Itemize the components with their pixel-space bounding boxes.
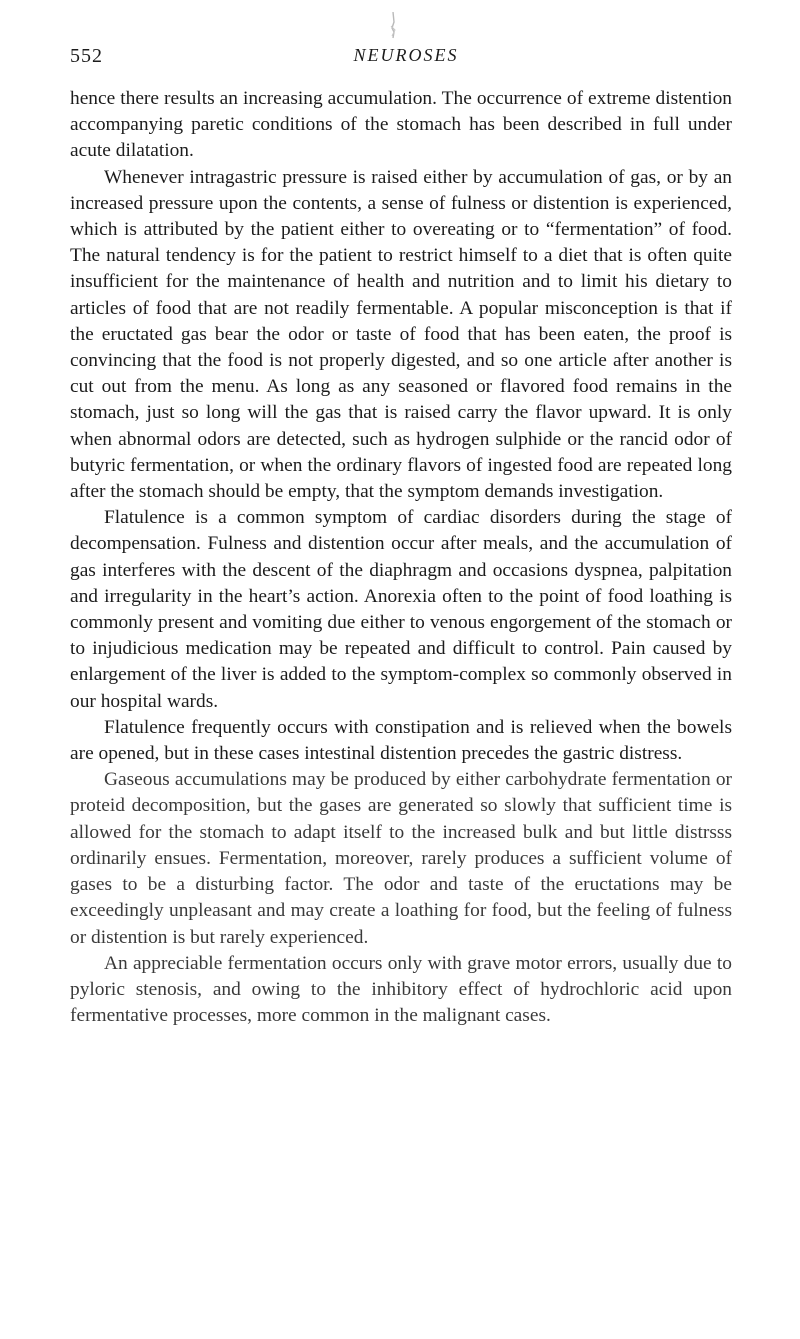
body-text xyxy=(70,86,732,1029)
page-number: 552 xyxy=(70,45,103,67)
paragraph: Whenever intragastric pressure is raised either by accumulation of gas, or by an increased pressure upon the contents, a sense of fulness or distention is experienced, which is attributed by the patient either to overeating or to “fermentation” of food. The natural tendency is for the patient to restrict himself to a diet that is often quite insufficient for the maintenance of health and nutrition and to limit his dietary to articles of food that are not readily fermentable. A popular misconception is that if the eructated gas bear the odor or taste of food that has been eaten, the proof is convincing that the food is not properly digested, and so one article after another is cut out from the menu. As long as any seasoned or flavored food remains in the stomach, just so long will the gas that is raised carry the flavor upward. It is only when abnormal odors are detected, such as hydrogen sulphide or the rancid odor of butyric fermentation, or when the ordinary flavors of ingested food are repeated long after the stomach should be empty, that the symptom demands investigation. xyxy=(70,166,732,503)
paragraph: Flatulence frequently occurs with constipation and is relieved when the bowels are opened, but in these cases intestinal distention precedes the gastric distress. xyxy=(70,716,732,765)
paragraph: hence there results an increasing accumulation. The occurrence of extreme distention accompanying paretic conditions of the stomach has been described in full under acute dilatation. xyxy=(70,88,732,162)
margin-speck xyxy=(389,12,397,40)
running-head xyxy=(70,45,732,71)
running-title: NEUROSES xyxy=(353,45,459,65)
paragraph: Flatulence is a common symptom of cardiac disorders during the stage of decompensation. Fulness and distention occur after meals, and the accumulation of gas interferes with the descent of the diaphragm and occasions dyspnea, palpitation and irregularity in the heart’s action. Anorexia often to the point of food loathing is commonly present and vomiting due either to venous engorgement of the stomach or to injudicious medication may be repeated and difficult to control. Pain caused by enlargement of the liver is added to the symptom-complex so commonly observed in our hospital wards. xyxy=(70,507,732,712)
paragraph: An appreciable fermentation occurs only with grave motor errors, usually due to pyloric stenosis, and owing to the inhibitory effect of hydrochloric acid upon fermentative processes, more common in the malignant cases. xyxy=(70,952,732,1027)
paragraph: Gaseous accumulations may be produced by either carbohydrate fermentation or proteid decomposition, but the gases are generated so slowly that sufficient time is allowed for the stomach to adapt itself to the increased bulk and but little distrsss ordinarily ensues. Fermentation, moreover, rarely produces a sufficient volume of gases to be a disturbing factor. The odor and taste of the eructations may be exceedingly unpleasant and may create a loathing for food, but the feeling of fulness or distention is but rarely experienced. xyxy=(70,769,732,948)
